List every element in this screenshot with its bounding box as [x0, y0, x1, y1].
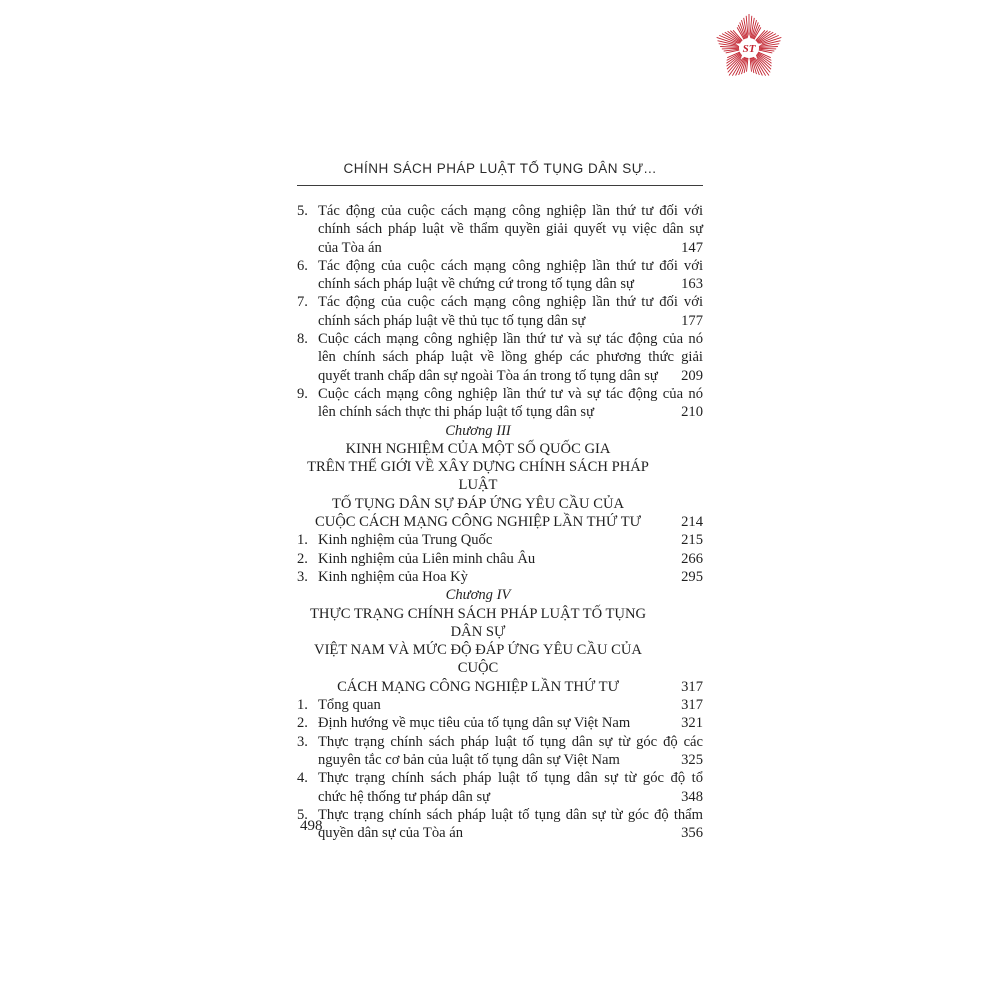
toc-entry — [297, 293, 703, 330]
toc-entry-number: 2. — [297, 550, 308, 567]
running-head: CHÍNH SÁCH PHÁP LUẬT TỐ TỤNG DÂN SỰ... — [297, 161, 703, 186]
toc-entry-page: 210 — [681, 404, 703, 421]
chapter-title: THỰC TRẠNG CHÍNH SÁCH PHÁP LUẬT TỐ TỤNG DÂN SỰ VIỆT NAM VÀ MỨC ĐỘ ĐÁP ỨNG YÊU CẦU CỦA CUỘC CÁCH MẠNG CÔNG NGHIỆP LẦN THỨ TƯ — [309, 605, 647, 695]
toc-entry-number: 1. — [297, 697, 308, 714]
toc-entry-page: 209 — [681, 367, 703, 384]
toc-entry-number: 5. — [297, 806, 308, 823]
toc-entry — [297, 385, 703, 422]
toc-entry — [297, 330, 703, 385]
toc-entry-text: Cuộc cách mạng công nghiệp lần thứ tư và sự tác động của nó lên chính sách pháp luật về lồng ghép các phương thức giải quyết tranh chấp dân sự ngoài Tòa án trong tố tụng dân sự 209 — [318, 331, 703, 384]
toc-entry-page: 295 — [681, 568, 703, 585]
toc-entry — [297, 568, 703, 586]
toc-entry-number: 3. — [297, 733, 308, 750]
toc-entry — [297, 769, 703, 806]
toc-entry-page: 177 — [681, 312, 703, 329]
toc-chapter-heading — [297, 422, 703, 532]
toc-entry-text: Thực trạng chính sách pháp luật tố tụng dân sự từ góc độ tổ chức hệ thống tư pháp dân sự 348 — [318, 770, 703, 805]
toc-entry-number: 9. — [297, 385, 308, 402]
toc-entry — [297, 531, 703, 549]
toc-entry-number: 5. — [297, 203, 308, 219]
toc-entry-number: 4. — [297, 770, 308, 787]
toc-entry-number: 7. — [297, 294, 308, 311]
toc-entry-page: 317 — [681, 697, 703, 714]
toc-entry — [297, 714, 703, 732]
toc-entry — [297, 733, 703, 770]
chapter-label: Chương IV — [445, 587, 511, 604]
toc-entry-number: 3. — [297, 568, 308, 585]
table-of-contents — [297, 202, 703, 842]
toc-chapter-heading — [297, 586, 703, 696]
toc-entry-text: Thực trạng chính sách pháp luật tố tụng dân sự từ góc độ thẩm quyền dân sự của Tòa án 356 — [318, 806, 703, 842]
page-number: 498 — [300, 818, 323, 834]
toc-entry-text: Kinh nghiệm của Liên minh châu Âu 266 — [318, 550, 703, 567]
toc-entry-page: 147 — [681, 239, 703, 256]
text-column — [297, 161, 703, 842]
toc-entry-text: Thực trạng chính sách pháp luật tố tụng dân sự từ góc độ các nguyên tắc cơ bản của luật tố tụng dân sự Việt Nam 325 — [318, 733, 703, 768]
toc-entry — [297, 806, 703, 843]
chapter-title: KINH NGHIỆM CỦA MỘT SỐ QUỐC GIA TRÊN THẾ GIỚI VỀ XÂY DỰNG CHÍNH SÁCH PHÁP LUẬT TỐ TỤNG DÂN SỰ ĐÁP ỨNG YÊU CẦU CỦA CUỘC CÁCH MẠNG CÔNG NGHIỆP LẦN THỨ TƯ — [307, 440, 649, 531]
toc-entry-text: Tác động của cuộc cách mạng công nghiệp lần thứ tư đối với chính sách pháp luật về chứng cứ trong tố tụng dân sự 163 — [318, 257, 703, 293]
toc-entry — [297, 550, 703, 568]
toc-entry-text: Kinh nghiệm của Hoa Kỳ 295 — [318, 568, 703, 585]
toc-entry-page: 325 — [681, 751, 703, 768]
toc-entry-page: 163 — [681, 276, 703, 293]
toc-entry-text: Tác động của cuộc cách mạng công nghiệp lần thứ tư đối với chính sách pháp luật về thủ tục tố tụng dân sự 177 — [318, 294, 703, 329]
chapter-label: Chương III — [445, 422, 511, 439]
toc-entry-text: Định hướng về mục tiêu của tố tụng dân sự Việt Nam 321 — [318, 715, 703, 732]
toc-entry-page: 215 — [681, 532, 703, 549]
toc-entry-page: 348 — [681, 788, 703, 805]
publisher-star-logo-icon — [708, 8, 790, 88]
toc-entry-text: Kinh nghiệm của Trung Quốc 215 — [318, 532, 703, 549]
toc-entry-number: 8. — [297, 331, 308, 348]
toc-entry — [297, 257, 703, 294]
toc-entry-page: 321 — [681, 715, 703, 732]
toc-entry-page: 214 — [681, 514, 703, 531]
publisher-monogram: ST — [742, 43, 756, 55]
toc-entry — [297, 202, 703, 257]
toc-entry-text: Cuộc cách mạng công nghiệp lần thứ tư và sự tác động của nó lên chính sách thực thi pháp luật tố tụng dân sự 210 — [318, 385, 703, 421]
toc-entry-number: 1. — [297, 532, 308, 549]
toc-entry — [297, 696, 703, 714]
toc-entry-page: 266 — [681, 550, 703, 567]
toc-entry-text: Tổng quan 317 — [318, 697, 703, 714]
toc-entry-number: 2. — [297, 715, 308, 732]
toc-entry-page: 317 — [681, 678, 703, 695]
toc-entry-page: 356 — [681, 825, 703, 842]
toc-entry-text: Tác động của cuộc cách mạng công nghiệp lần thứ tư đối với chính sách pháp luật về thẩm quyền giải quyết vụ việc dân sự của Tòa án 147 — [318, 203, 703, 256]
toc-entry-number: 6. — [297, 257, 308, 274]
